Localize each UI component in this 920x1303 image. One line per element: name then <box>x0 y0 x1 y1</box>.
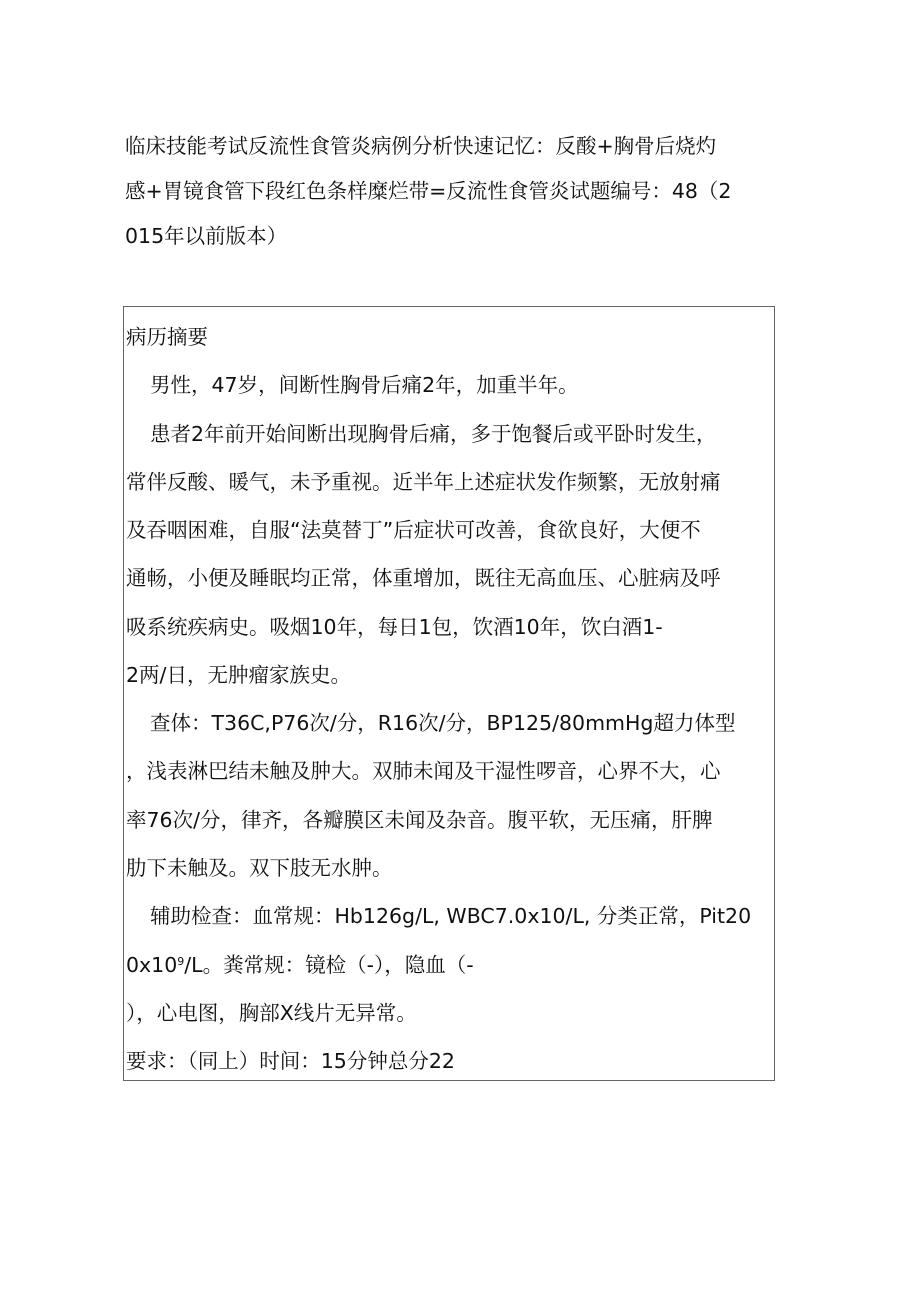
history-line-5: 吸系统疾病史。吸烟10年，每日1包，饮酒10年，饮白酒1- <box>126 615 663 639</box>
heading-line-3: 015年以前版本） <box>125 224 288 248</box>
history-line-4: 通畅，小便及睡眠均正常，体重增加，既往无高血压、心脏病及呼 <box>126 566 721 590</box>
case-summary-box <box>123 306 775 1081</box>
aux-line-3: ），心电图，胸部X线片无异常。 <box>126 1001 417 1025</box>
exam-line-3: 率76次/分，律齐，各瓣膜区未闻及杂音。腹平软，无压痛，肝脾 <box>126 808 713 832</box>
history-line-2: 常伴反酸、暖气，未予重视。近半年上述症状发作频繁，无放射痛 <box>126 470 721 494</box>
exam-line-4: 肋下未触及。双下肢无水肿。 <box>126 856 393 880</box>
aux-line-1: 辅助检查：血常规：Hb126g/L, WBC7.0x10/L, 分类正常，Pit20 <box>150 904 752 928</box>
exam-line-2: ，浅表淋巴结未触及肿大。双肺未闻及干湿性啰音，心界不大，心 <box>126 759 721 783</box>
section-title: 病历摘要 <box>126 325 208 349</box>
exam-line-1: 查体：T36C,P76次/分，R16次/分，BP125/80mmHg超力体型 <box>150 711 736 735</box>
heading-line-1: 临床技能考试反流性食管炎病例分析快速记忆：反酸+胸骨后烧灼 <box>125 134 717 158</box>
aux-line-2-after: /L。粪常规：镜检（-），隐血（- <box>184 953 474 977</box>
aux-line-2 <box>126 950 474 980</box>
history-line-1: 患者2年前开始间断出现胸骨后痛，多于饱餐后或平卧时发生， <box>150 422 717 446</box>
history-line-3: 及吞咽困难，自服“法莫替丁”后症状可改善，食欲良好，大便不 <box>126 518 701 542</box>
requirement-line: 要求：（同上）时间：15分钟总分22 <box>126 1049 455 1073</box>
document-heading <box>125 124 775 259</box>
aux-line-2-superscript: 9 <box>177 955 185 968</box>
chief-complaint: 男性，47岁，间断性胸骨后痛2年，加重半年。 <box>150 373 579 397</box>
aux-line-2-before: 0x10 <box>126 953 178 977</box>
heading-line-2: 感+胃镜食管下段红色条样糜烂带=反流性食管炎试题编号：48（2 <box>125 179 732 203</box>
history-line-6: 2两/日，无肿瘤家族史。 <box>126 663 351 687</box>
